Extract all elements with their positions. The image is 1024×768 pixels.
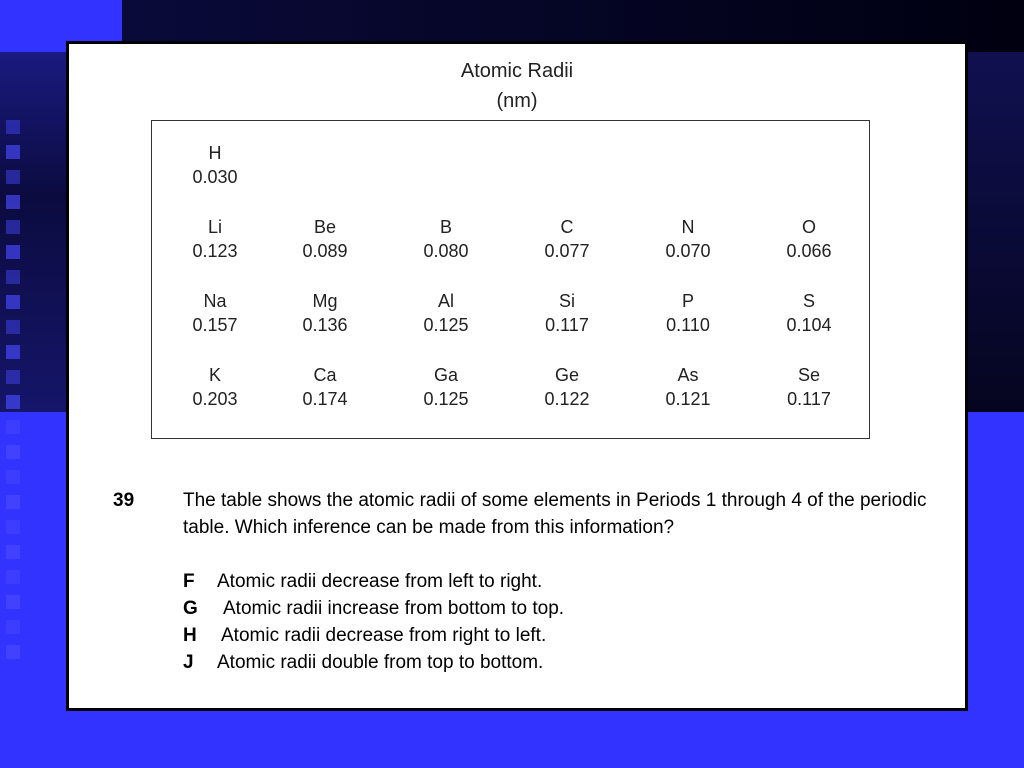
element-cell-k bbox=[180, 363, 250, 411]
table-title: Atomic Radii bbox=[460, 60, 574, 82]
answer-choice-g[interactable] bbox=[183, 595, 564, 622]
choice-text: Atomic radii increase from bottom to top. bbox=[223, 598, 565, 619]
element-cell-as bbox=[653, 363, 723, 411]
element-symbol: Ge bbox=[554, 365, 579, 385]
element-radius: 0.089 bbox=[302, 241, 348, 261]
element-symbol: Ca bbox=[313, 365, 337, 385]
element-cell-p bbox=[653, 289, 723, 337]
element-radius: 0.117 bbox=[787, 389, 831, 409]
element-radius: 0.157 bbox=[192, 315, 238, 335]
element-radius: 0.122 bbox=[544, 389, 590, 409]
choice-text: Atomic radii decrease from left to right. bbox=[217, 571, 543, 592]
choice-letter: G bbox=[183, 598, 198, 619]
element-cell-b bbox=[411, 215, 481, 263]
element-cell-s bbox=[774, 289, 844, 337]
question-text: The table shows the atomic radii of some elements in Periods 1 through 4 of the periodic table. Which inference can be made from this information? bbox=[183, 490, 927, 538]
element-radius: 0.136 bbox=[302, 315, 348, 335]
element-cell-ga bbox=[411, 363, 481, 411]
element-cell-o bbox=[774, 215, 844, 263]
element-radius: 0.110 bbox=[666, 315, 710, 335]
element-radius: 0.080 bbox=[423, 241, 469, 261]
element-cell-n bbox=[653, 215, 723, 263]
element-symbol: H bbox=[208, 143, 222, 163]
question-number: 39 bbox=[113, 490, 135, 511]
element-symbol: B bbox=[439, 217, 452, 237]
element-symbol: N bbox=[681, 217, 695, 237]
element-radius: 0.203 bbox=[192, 389, 238, 409]
element-symbol: Se bbox=[797, 365, 821, 385]
element-cell-mg bbox=[290, 289, 360, 337]
element-cell-ge bbox=[532, 363, 602, 411]
element-cell-se bbox=[774, 363, 844, 411]
element-symbol: Li bbox=[207, 217, 222, 237]
element-radius: 0.066 bbox=[786, 241, 832, 261]
element-symbol: Mg bbox=[312, 291, 338, 311]
choice-letter: F bbox=[183, 571, 195, 592]
element-cell-h bbox=[180, 141, 250, 189]
element-radius: 0.125 bbox=[423, 315, 469, 335]
element-radius: 0.121 bbox=[665, 389, 711, 409]
element-radius: 0.104 bbox=[786, 315, 832, 335]
element-cell-li bbox=[180, 215, 250, 263]
element-symbol: S bbox=[802, 291, 815, 311]
element-symbol: C bbox=[560, 217, 574, 237]
element-cell-na bbox=[180, 289, 250, 337]
element-symbol: K bbox=[208, 365, 221, 385]
answer-choice-h[interactable] bbox=[183, 622, 546, 649]
element-radius: 0.077 bbox=[544, 241, 590, 261]
atomic-radii-table bbox=[151, 120, 870, 439]
element-radius: 0.125 bbox=[423, 389, 469, 409]
element-radius: 0.174 bbox=[302, 389, 348, 409]
element-cell-al bbox=[411, 289, 481, 337]
content-panel bbox=[66, 41, 968, 711]
slide-right-band bbox=[964, 52, 1024, 412]
element-symbol: O bbox=[801, 217, 816, 237]
element-symbol: P bbox=[681, 291, 694, 311]
slide-decorative-squares bbox=[6, 120, 26, 680]
answer-choice-j[interactable] bbox=[183, 649, 543, 676]
choice-letter: H bbox=[183, 625, 197, 646]
choice-letter: J bbox=[183, 652, 194, 673]
answer-choice-f[interactable] bbox=[183, 568, 542, 595]
table-unit: (nm) bbox=[496, 90, 538, 112]
element-symbol: Al bbox=[437, 291, 454, 311]
element-cell-ca bbox=[290, 363, 360, 411]
element-cell-si bbox=[532, 289, 602, 337]
choice-text: Atomic radii double from top to bottom. bbox=[217, 652, 544, 673]
choice-text: Atomic radii decrease from right to left. bbox=[221, 625, 547, 646]
element-radius: 0.070 bbox=[665, 241, 711, 261]
element-cell-c bbox=[532, 215, 602, 263]
element-radius: 0.030 bbox=[192, 167, 238, 187]
element-symbol: Na bbox=[203, 291, 227, 311]
element-symbol: As bbox=[677, 365, 699, 385]
element-radius: 0.117 bbox=[545, 315, 589, 335]
element-symbol: Ga bbox=[433, 365, 458, 385]
element-symbol: Be bbox=[313, 217, 337, 237]
element-radius: 0.123 bbox=[192, 241, 238, 261]
element-cell-be bbox=[290, 215, 360, 263]
element-symbol: Si bbox=[558, 291, 575, 311]
